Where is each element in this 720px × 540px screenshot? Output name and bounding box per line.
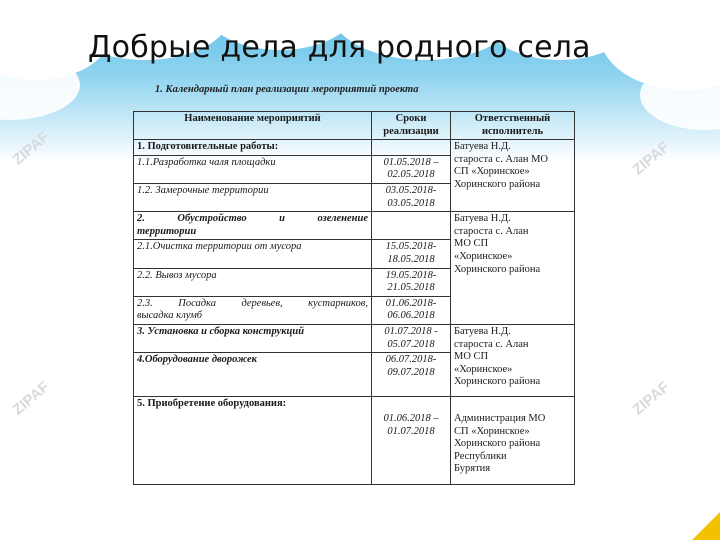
executor-line: Хоринского района xyxy=(454,263,541,275)
section-1-executor xyxy=(451,140,575,212)
section-2-title-line: территории xyxy=(137,225,197,237)
section-4-dates xyxy=(372,353,451,397)
date-line: 02.05.2018 xyxy=(387,169,435,181)
table-row xyxy=(134,212,575,240)
executor-line: «Хоринское» xyxy=(454,363,513,375)
date-line: 01.07.2018 xyxy=(387,425,435,437)
task-2-3-line: высадка клумб xyxy=(137,310,203,322)
date-line: 21.05.2018 xyxy=(387,282,435,294)
table-row xyxy=(134,324,575,352)
watermark-right: ZIPAF xyxy=(629,378,673,419)
date-line: 03.05.2018- xyxy=(385,184,437,196)
watermark-left: ZIPAF xyxy=(9,128,53,169)
table-header-row xyxy=(134,112,575,140)
executor-line: СП «Хоринское» xyxy=(454,425,530,437)
executor-line: МО СП xyxy=(454,351,489,363)
date-line: 01.07.2018 - xyxy=(384,325,438,337)
table-row xyxy=(134,140,575,156)
date-line: 15.05.2018- xyxy=(385,241,437,253)
executor-line: СП «Хоринское» xyxy=(454,166,530,178)
project-plan-table xyxy=(133,111,575,485)
executor-line: Батуева Н.Д. xyxy=(454,325,511,337)
table-row xyxy=(134,397,575,485)
executor-line: Республики xyxy=(454,450,507,462)
date-line: 19.05.2018- xyxy=(385,269,437,281)
empty-cell xyxy=(372,140,451,156)
section-4-title: 4.Оборудование дворожек xyxy=(134,353,372,397)
executor-line: МО СП xyxy=(454,238,489,250)
task-1-2: 1.2. Замерочные территории xyxy=(134,183,372,211)
executor-line: староста с. Алан МО xyxy=(454,153,549,165)
corner-accent-icon xyxy=(692,512,720,540)
section-1-title: 1. Подготовительные работы: xyxy=(134,140,372,156)
executor-line: староста с. Алан xyxy=(454,225,529,237)
watermark-left: ZIPAF xyxy=(9,378,53,419)
task-1-1-dates xyxy=(372,155,451,183)
section-5-title: 5. Приобретение оборудования: xyxy=(134,397,372,485)
column-header-executor: Ответственный исполнитель xyxy=(451,112,575,140)
task-2-3-dates xyxy=(372,296,451,324)
date-line: 06.06.2018 xyxy=(387,310,435,322)
slide-title: Добрые дела для родного села xyxy=(88,30,591,65)
executor-line: староста с. Алан xyxy=(454,338,529,350)
date-line: 06.07.2018- xyxy=(385,354,437,366)
date-line: 01.05.2018 – xyxy=(383,156,439,168)
section-2-executor xyxy=(451,212,575,325)
date-line: 09.07.2018 xyxy=(387,366,435,378)
section-3-4-executor xyxy=(451,324,575,396)
executor-line: Хоринского района xyxy=(454,178,541,190)
section-3-title: 3. Установка и сборка конструкций xyxy=(134,324,372,352)
task-1-1: 1.1.Разработка чаля площадки xyxy=(134,155,372,183)
executor-line: Бурятия xyxy=(454,463,491,475)
section-2-title-line: 2. Обустройство и озеленение xyxy=(137,213,368,225)
task-1-2-dates xyxy=(372,183,451,211)
task-2-2: 2.2. Вывоз мусора xyxy=(134,268,372,296)
task-2-1: 2.1.Очистка территории от мусора xyxy=(134,240,372,268)
executor-line: Администрация МО xyxy=(454,413,546,425)
task-2-3-line: 2.3. Посадка деревьев, кустарников, xyxy=(137,297,368,309)
section-2-title xyxy=(134,212,372,240)
section-5-executor xyxy=(451,397,575,485)
date-line: 01.06.2018 – xyxy=(383,413,439,425)
executor-line: Батуева Н.Д. xyxy=(454,141,511,153)
date-line: 05.07.2018 xyxy=(387,338,435,350)
document-heading: 1. Календарный план реализации мероприятий проекта xyxy=(155,84,419,95)
date-line: 03.05.2018 xyxy=(387,197,435,209)
executor-line: «Хоринское» xyxy=(454,250,513,262)
date-line: 01.06.2018- xyxy=(385,297,437,309)
executor-line: Батуева Н.Д. xyxy=(454,213,511,225)
column-header-name: Наименование мероприятий xyxy=(134,112,372,140)
task-2-2-dates xyxy=(372,268,451,296)
section-3-dates xyxy=(372,324,451,352)
date-line: 18.05.2018 xyxy=(387,253,435,265)
task-2-3 xyxy=(134,296,372,324)
column-header-dates: Сроки реализации xyxy=(372,112,451,140)
watermark-right: ZIPAF xyxy=(629,138,673,179)
task-2-1-dates xyxy=(372,240,451,268)
executor-line: Хоринского района xyxy=(454,438,541,450)
empty-cell xyxy=(372,212,451,240)
executor-line: Хоринского района xyxy=(454,376,541,388)
section-5-dates xyxy=(372,397,451,485)
